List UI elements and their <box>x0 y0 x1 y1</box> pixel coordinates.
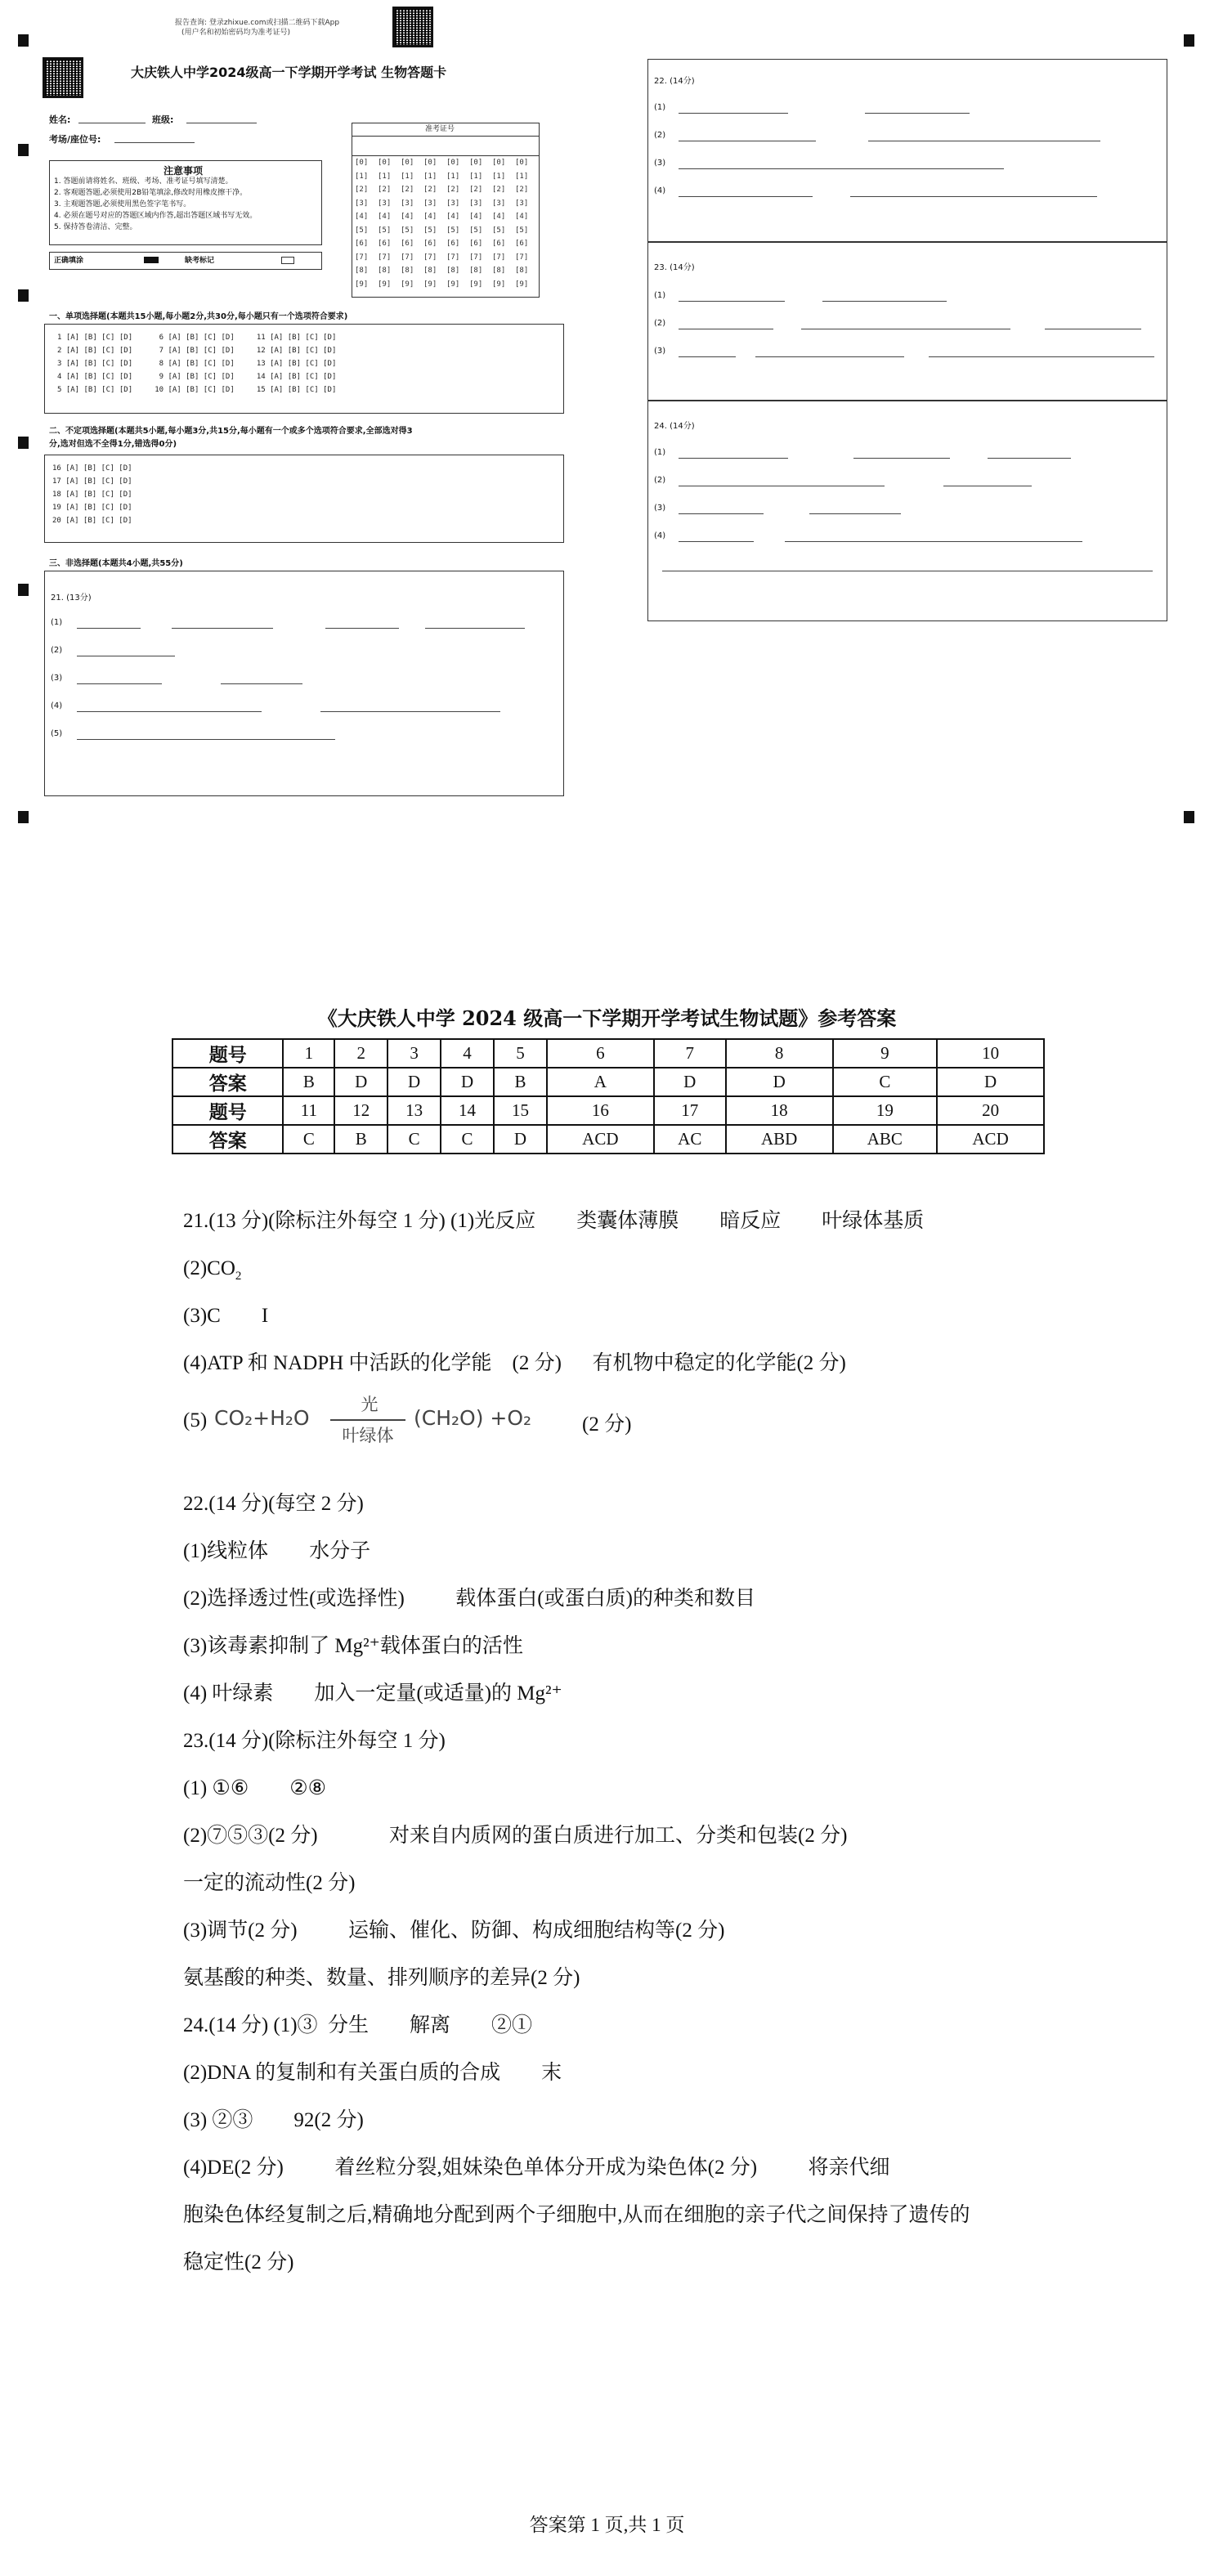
table-cell: 2 <box>334 1039 387 1068</box>
card-qr-icon <box>43 57 83 98</box>
exam-id-digit-bubble[interactable]: [4] <box>355 213 369 221</box>
class-label: 班级: <box>152 114 174 125</box>
exam-id-digit-bubble[interactable]: [5] <box>492 226 506 235</box>
notice-2: 2. 客观题答题,必须使用2B铅笔填涂,修改时用橡皮擦干净。 <box>54 189 248 197</box>
side-mark-icon <box>18 289 29 302</box>
exam-id-digit-bubble[interactable]: [4] <box>423 213 437 221</box>
q24-sub-2: (2) <box>654 476 666 485</box>
q22-sub-4: (4) <box>654 186 666 195</box>
exam-id-digit-bubble[interactable]: [2] <box>355 186 369 194</box>
table-cell: 14 <box>441 1096 494 1125</box>
choice-row[interactable]: 4 [A] [B] [C] [D] 9 [A] [B] [C] [D] 14 [A] [B] [C] [D] <box>57 373 337 381</box>
q21-answer-line[interactable] <box>320 711 500 712</box>
table-cell: 11 <box>283 1096 334 1125</box>
answer-line: 24.(14 分) (1)③ 分生 解离 ②① <box>183 2014 533 2036</box>
exam-id-digit-bubble[interactable]: [3] <box>378 199 392 208</box>
exam-id-digit-bubble[interactable]: [9] <box>492 280 506 289</box>
answer-line: 21.(13 分)(除标注外每空 1 分) (1)光反应 类囊体薄膜 暗反应 叶绿体基质 <box>183 1210 925 1232</box>
exam-id-digit-bubble[interactable]: [9] <box>355 280 369 289</box>
exam-id-digit-bubble[interactable]: [1] <box>401 172 414 181</box>
top-note-1: 报告查询: 登录zhixue.com或扫描二维码下载App <box>175 19 340 27</box>
q23-answer-line[interactable] <box>755 356 904 357</box>
table-cell: D <box>937 1068 1044 1096</box>
choice-row[interactable]: 2 [A] [B] [C] [D] 7 [A] [B] [C] [D] 12 [A] [B] [C] [D] <box>57 347 337 355</box>
table-cell: 15 <box>494 1096 547 1125</box>
exam-id-digit-bubble[interactable]: [6] <box>492 240 506 248</box>
room-field[interactable] <box>114 142 195 143</box>
q21-answer-line[interactable] <box>77 683 162 684</box>
exam-id-digit-bubble[interactable]: [3] <box>515 199 529 208</box>
exam-id-digit-bubble[interactable]: [0] <box>355 159 369 167</box>
answer-line: (4)DE(2 分) 着丝粒分裂,姐妹染色单体分开成为染色体(2 分) 将亲代细 <box>183 2157 890 2179</box>
table-header-cell: 答案 <box>172 1068 283 1096</box>
absent-checkbox[interactable] <box>281 257 294 264</box>
exam-id-digit-bubble[interactable]: [2] <box>378 186 392 194</box>
exam-id-digit-bubble[interactable]: [4] <box>378 213 392 221</box>
exam-id-label: 准考证号 <box>425 125 455 133</box>
exam-id-digit-bubble[interactable]: [6] <box>423 240 437 248</box>
table-cell: D <box>441 1068 494 1096</box>
exam-id-digit-bubble[interactable]: [5] <box>469 226 483 235</box>
exam-id-digit-bubble[interactable]: [0] <box>423 159 437 167</box>
table-cell: 7 <box>654 1039 726 1068</box>
choice-row[interactable]: 19 [A] [B] [C] [D] <box>52 504 132 512</box>
exam-id-digit-bubble[interactable]: [7] <box>515 253 529 262</box>
exam-id-digit-bubble[interactable]: [1] <box>355 172 369 181</box>
q24-answer-line[interactable] <box>679 513 764 514</box>
subscript: 2 <box>235 1270 242 1283</box>
table-row <box>172 1125 1044 1154</box>
correct-fill-label: 正确填涂 <box>54 257 84 265</box>
exam-id-digit-bubble[interactable]: [0] <box>515 159 529 167</box>
choice-row[interactable]: 17 [A] [B] [C] [D] <box>52 477 132 486</box>
q21-sub-4: (4) <box>51 701 63 710</box>
equation-score: (2 分) <box>582 1413 632 1436</box>
table-cell: C <box>283 1125 334 1154</box>
exam-id-digit-bubble[interactable]: [8] <box>355 267 369 275</box>
table-row <box>172 1068 1044 1096</box>
answer-line: (2)⑦⑤③(2 分) 对来自内质网的蛋白质进行加工、分类和包装(2 分) <box>183 1825 848 1847</box>
top-note-2: (用户名和初始密码均为准考证号) <box>181 29 291 37</box>
exam-id-digit-bubble[interactable]: [3] <box>401 199 414 208</box>
corner-mark-icon <box>18 34 29 47</box>
side-mark-icon <box>18 584 29 596</box>
section1-title: 一、单项选择题(本题共15小题,每小题2分,共30分,每小题只有一个选项符合要求) <box>49 312 348 321</box>
answer-line: (3)该毒素抑制了 Mg²⁺载体蛋白的活性 <box>183 1635 523 1657</box>
exam-id-digit-bubble[interactable]: [8] <box>401 267 414 275</box>
answer-line: (3)调节(2 分) 运输、催化、防御、构成细胞结构等(2 分) <box>183 1920 725 1942</box>
table-cell: D <box>334 1068 387 1096</box>
q21-answer-line[interactable] <box>325 628 399 629</box>
answer-line: (4)ATP 和 NADPH 中活跃的化学能 (2 分) 有机物中稳定的化学能(2 分) <box>183 1352 846 1374</box>
equation-left: CO₂+H₂O <box>214 1406 310 1430</box>
exam-id-digit-bubble[interactable]: [1] <box>446 172 460 181</box>
exam-id-digit-bubble[interactable]: [6] <box>401 240 414 248</box>
answer-text: (2)CO <box>183 1257 235 1279</box>
q23-answer-line[interactable] <box>679 301 785 302</box>
exam-id-digit-bubble[interactable]: [6] <box>446 240 460 248</box>
exam-id-digit-bubble[interactable]: [4] <box>446 213 460 221</box>
equation-condition-bottom: 叶绿体 <box>342 1426 394 1445</box>
notice-5: 5. 保持答卷清洁、完整。 <box>54 223 137 231</box>
exam-id-digit-bubble[interactable]: [5] <box>515 226 529 235</box>
q21-answer-line[interactable] <box>172 628 273 629</box>
q21-answer-line[interactable] <box>77 628 141 629</box>
exam-id-digit-bubble[interactable]: [5] <box>401 226 414 235</box>
q24-answer-line[interactable] <box>988 458 1071 459</box>
answer-line: (4) 叶绿素 加入一定量(或适量)的 Mg²⁺ <box>183 1682 562 1705</box>
q24-label: 24. (14分) <box>654 422 695 431</box>
exam-id-bubbles[interactable] <box>355 159 538 294</box>
table-cell: ACD <box>937 1125 1044 1154</box>
q23-label: 23. (14分) <box>654 263 695 272</box>
corner-mark-icon <box>1184 811 1194 823</box>
table-cell: A <box>547 1068 654 1096</box>
table-cell: D <box>387 1068 441 1096</box>
exam-id-digit-bubble[interactable]: [2] <box>423 186 437 194</box>
q23-sub-2: (2) <box>654 319 666 328</box>
corner-mark-icon <box>1184 34 1194 47</box>
q24-sub-1: (1) <box>654 448 666 457</box>
section3-title: 三、非选择题(本题共4小题,共55分) <box>49 559 183 568</box>
q23-sub-3: (3) <box>654 347 666 356</box>
q21-sub-1: (1) <box>51 618 63 627</box>
exam-id-digit-bubble[interactable]: [1] <box>515 172 529 181</box>
exam-id-digit-bubble[interactable]: [8] <box>378 267 392 275</box>
q22-label: 22. (14分) <box>654 77 695 86</box>
table-cell: 5 <box>494 1039 547 1068</box>
exam-id-digit-bubble[interactable]: [0] <box>446 159 460 167</box>
q21-answer-line[interactable] <box>77 711 262 712</box>
answer-table <box>172 1038 1045 1154</box>
q22-answer-line[interactable] <box>850 196 1097 197</box>
name-label: 姓名: <box>49 114 71 125</box>
table-cell: 10 <box>937 1039 1044 1068</box>
table-cell: 9 <box>833 1039 938 1068</box>
table-cell: D <box>726 1068 833 1096</box>
side-mark-icon <box>18 437 29 449</box>
table-cell: D <box>494 1125 547 1154</box>
answers-title: 《大庆铁人中学 2024 级高一下学期开学考试生物试题》参考答案 <box>317 1006 897 1030</box>
table-cell: 17 <box>654 1096 726 1125</box>
table-cell: ABD <box>726 1125 833 1154</box>
answer-line: (1) ①⑥ ②⑧ <box>183 1777 327 1799</box>
table-header-cell: 题号 <box>172 1039 283 1068</box>
q22-answer-line[interactable] <box>865 113 970 114</box>
table-cell: 18 <box>726 1096 833 1125</box>
q23-answer-line[interactable] <box>679 356 736 357</box>
answer-line: 23.(14 分)(除标注外每空 1 分) <box>183 1730 446 1752</box>
table-cell: D <box>654 1068 726 1096</box>
answer-line: (5) <box>183 1409 213 1431</box>
exam-id-digit-bubble[interactable]: [6] <box>515 240 529 248</box>
choice-row[interactable]: 1 [A] [B] [C] [D] 6 [A] [B] [C] [D] 11 [A] [B] [C] [D] <box>57 334 337 342</box>
exam-id-digit-bubble[interactable]: [0] <box>492 159 506 167</box>
q21-answer-line[interactable] <box>77 739 335 740</box>
q24-answer-line[interactable] <box>809 513 901 514</box>
table-cell: B <box>494 1068 547 1096</box>
exam-id-digit-bubble[interactable]: [3] <box>469 199 483 208</box>
notice-4: 4. 必须在题号对应的答题区域内作答,超出答题区域书写无效。 <box>54 212 258 220</box>
exam-id-digit-bubble[interactable]: [2] <box>492 186 506 194</box>
q24-box <box>647 401 1167 621</box>
table-cell: C <box>387 1125 441 1154</box>
exam-id-digit-bubble[interactable]: [9] <box>515 280 529 289</box>
q22-sub-2: (2) <box>654 131 666 140</box>
exam-id-digit-bubble[interactable]: [3] <box>492 199 506 208</box>
exam-id-digit-bubble[interactable]: [5] <box>355 226 369 235</box>
q22-sub-3: (3) <box>654 159 666 168</box>
answer-line: (3) ②③ 92(2 分) <box>183 2109 364 2131</box>
table-cell: C <box>833 1068 938 1096</box>
exam-id-digit-bubble[interactable]: [7] <box>446 253 460 262</box>
q24-answer-line[interactable] <box>679 541 754 542</box>
q21-sub-5: (5) <box>51 729 63 738</box>
exam-id-digit-bubble[interactable]: [6] <box>378 240 392 248</box>
room-label: 考场/座位号: <box>49 134 101 145</box>
answer-line: (3)C I <box>183 1305 269 1327</box>
answer-line: (2)选择透过性(或选择性) 载体蛋白(或蛋白质)的种类和数目 <box>183 1588 755 1610</box>
q21-label: 21. (13分) <box>51 594 92 603</box>
filled-bubble-icon <box>144 257 159 263</box>
exam-id-digit-bubble[interactable]: [6] <box>355 240 369 248</box>
exam-id-digit-bubble[interactable]: [1] <box>423 172 437 181</box>
answer-line: (1)线粒体 水分子 <box>183 1540 371 1562</box>
answer-line: 胞染色体经复制之后,精确地分配到两个子细胞中,从而在细胞的亲子代之间保持了遗传的 <box>183 2204 970 2226</box>
q24-answer-line[interactable] <box>785 541 1082 542</box>
card-title: 大庆铁人中学2024级高一下学期开学考试 生物答题卡 <box>131 65 447 80</box>
q23-answer-line[interactable] <box>929 356 1154 357</box>
exam-id-digit-bubble[interactable]: [4] <box>515 213 529 221</box>
qr-code-icon <box>392 7 433 47</box>
notice-title: 注意事项 <box>164 165 204 177</box>
table-cell: AC <box>654 1125 726 1154</box>
exam-id-digit-bubble[interactable]: [9] <box>446 280 460 289</box>
exam-id-digit-bubble[interactable]: [0] <box>401 159 414 167</box>
table-cell: ABC <box>833 1125 938 1154</box>
table-cell: 13 <box>387 1096 441 1125</box>
exam-id-digit-bubble[interactable]: [2] <box>401 186 414 194</box>
table-cell: 12 <box>334 1096 387 1125</box>
choice-row[interactable]: 18 [A] [B] [C] [D] <box>52 491 132 499</box>
q24-sub-3: (3) <box>654 504 666 513</box>
q23-answer-line[interactable] <box>822 301 947 302</box>
exam-id-digit-bubble[interactable]: [8] <box>515 267 529 275</box>
q24-answer-line[interactable] <box>853 458 950 459</box>
table-cell: 19 <box>833 1096 938 1125</box>
q22-box <box>647 59 1167 242</box>
exam-id-digit-bubble[interactable]: [1] <box>378 172 392 181</box>
exam-id-digit-bubble[interactable]: [5] <box>378 226 392 235</box>
exam-id-digit-bubble[interactable]: [8] <box>469 267 483 275</box>
q21-answer-line[interactable] <box>425 628 525 629</box>
exam-id-digit-bubble[interactable]: [4] <box>469 213 483 221</box>
q21-answer-line[interactable] <box>221 683 302 684</box>
exam-id-digit-bubble[interactable]: [2] <box>515 186 529 194</box>
corner-mark-icon <box>18 811 29 823</box>
exam-id-digit-bubble[interactable]: [5] <box>423 226 437 235</box>
exam-id-digit-bubble[interactable]: [1] <box>492 172 506 181</box>
exam-id-digit-bubble[interactable]: [0] <box>469 159 483 167</box>
table-cell: 1 <box>283 1039 334 1068</box>
exam-id-digit-bubble[interactable]: [7] <box>469 253 483 262</box>
exam-id-digit-bubble[interactable]: [4] <box>401 213 414 221</box>
q21-sub-3: (3) <box>51 674 63 683</box>
choice-row[interactable]: 16 [A] [B] [C] [D] <box>52 464 132 473</box>
exam-id-digit-bubble[interactable]: [8] <box>423 267 437 275</box>
exam-id-digit-bubble[interactable]: [2] <box>446 186 460 194</box>
answer-line <box>183 1256 241 1289</box>
exam-id-digit-bubble[interactable]: [1] <box>469 172 483 181</box>
table-header-cell: 题号 <box>172 1096 283 1125</box>
side-mark-icon <box>18 144 29 156</box>
exam-id-digit-bubble[interactable]: [7] <box>492 253 506 262</box>
answer-line: 一定的流动性(2 分) <box>183 1872 356 1894</box>
q23-sub-1: (1) <box>654 291 666 300</box>
table-cell: B <box>334 1125 387 1154</box>
exam-id-digit-bubble[interactable]: [2] <box>469 186 483 194</box>
exam-id-digit-bubble[interactable]: [8] <box>446 267 460 275</box>
choice-row[interactable]: 20 [A] [B] [C] [D] <box>52 517 132 525</box>
q22-answer-line[interactable] <box>679 196 813 197</box>
notice-1: 1. 答题前请将姓名、班级、考场、准考证号填写清楚。 <box>54 177 233 186</box>
exam-id-digit-bubble[interactable]: [7] <box>401 253 414 262</box>
exam-id-digit-bubble[interactable]: [9] <box>469 280 483 289</box>
section2-title-cont: 分,选对但选不全得1分,错选得0分) <box>49 440 177 449</box>
answer-line: 22.(14 分)(每空 2 分) <box>183 1493 364 1515</box>
answer-line: 稳定性(2 分) <box>183 2251 294 2274</box>
exam-id-digit-bubble[interactable]: [4] <box>492 213 506 221</box>
notice-3: 3. 主观题答题,必须使用黑色签字笔书写。 <box>54 200 191 208</box>
absent-label: 缺考标记 <box>185 257 215 265</box>
exam-id-digit-bubble[interactable]: [7] <box>423 253 437 262</box>
q22-answer-line[interactable] <box>679 168 1004 169</box>
table-row <box>172 1039 1044 1068</box>
q22-sub-1: (1) <box>654 103 666 112</box>
exam-id-digit-bubble[interactable]: [3] <box>423 199 437 208</box>
exam-id-digit-bubble[interactable]: [9] <box>378 280 392 289</box>
table-row <box>172 1096 1044 1125</box>
exam-id-digit-bubble[interactable]: [9] <box>423 280 437 289</box>
page-footer: 答案第 1 页,共 1 页 <box>529 2515 685 2535</box>
exam-id-digit-bubble[interactable]: [0] <box>378 159 392 167</box>
exam-id-digit-bubble[interactable]: [9] <box>401 280 414 289</box>
table-cell: 4 <box>441 1039 494 1068</box>
exam-id-digit-bubble[interactable]: [8] <box>492 267 506 275</box>
q24-sub-4: (4) <box>654 531 666 540</box>
q22-answer-line[interactable] <box>679 113 788 114</box>
q21-sub-2: (2) <box>51 646 63 655</box>
answer-line: 氨基酸的种类、数量、排列顺序的差异(2 分) <box>183 1967 580 1989</box>
table-header-cell: 答案 <box>172 1125 283 1154</box>
exam-id-digit-bubble[interactable]: [3] <box>446 199 460 208</box>
equation-condition-top: 光 <box>361 1395 379 1414</box>
equation-arrow-icon <box>330 1419 405 1421</box>
exam-id-digit-bubble[interactable]: [3] <box>355 199 369 208</box>
exam-id-digit-bubble[interactable]: [7] <box>355 253 369 262</box>
table-cell: 20 <box>937 1096 1044 1125</box>
equation-right: (CH₂O) +O₂ <box>414 1406 532 1430</box>
table-cell: 6 <box>547 1039 654 1068</box>
section2-title: 二、不定项选择题(本题共5小题,每小题3分,共15分,每小题有一个或多个选项符合要求,全部选对得3 <box>49 427 413 436</box>
choice-row[interactable]: 5 [A] [B] [C] [D] 10 [A] [B] [C] [D] 15 [A] [B] [C] [D] <box>57 386 337 394</box>
choice-row[interactable]: 3 [A] [B] [C] [D] 8 [A] [B] [C] [D] 13 [A] [B] [C] [D] <box>57 360 337 368</box>
q23-box <box>647 242 1167 401</box>
exam-id-digit-bubble[interactable]: [7] <box>378 253 392 262</box>
table-cell: C <box>441 1125 494 1154</box>
table-cell: ACD <box>547 1125 654 1154</box>
table-cell: B <box>283 1068 334 1096</box>
table-cell: 16 <box>547 1096 654 1125</box>
table-cell: 8 <box>726 1039 833 1068</box>
exam-id-digit-bubble[interactable]: [5] <box>446 226 460 235</box>
answer-line: (2)DNA 的复制和有关蛋白质的合成 末 <box>183 2062 562 2084</box>
table-cell: 3 <box>387 1039 441 1068</box>
q24-answer-line[interactable] <box>679 458 788 459</box>
exam-id-digit-bubble[interactable]: [6] <box>469 240 483 248</box>
